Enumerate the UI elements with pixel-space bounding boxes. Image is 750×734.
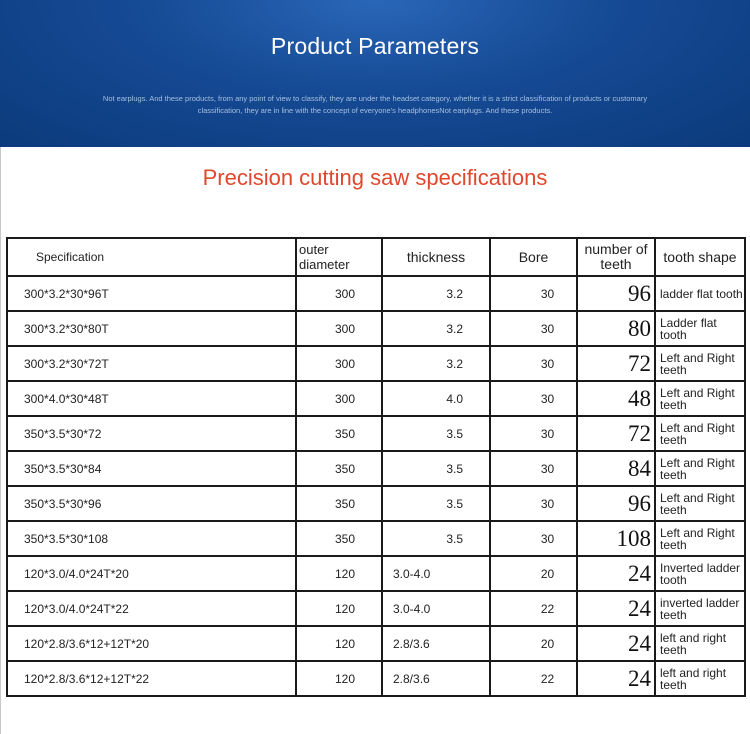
header-tooth-shape: tooth shape [655, 238, 745, 276]
cell-outer-diameter: 120 [296, 591, 382, 626]
cell-thickness: 2.8/3.6 [382, 626, 490, 661]
table-header-row [7, 238, 745, 276]
table-row [7, 486, 745, 521]
cell-outer-diameter: 300 [296, 346, 382, 381]
table-row [7, 521, 745, 556]
cell-number-of-teeth: 72 [577, 346, 655, 381]
cell-thickness: 3.2 [382, 276, 490, 311]
cell-thickness: 3.0-4.0 [382, 556, 490, 591]
cell-thickness: 3.2 [382, 311, 490, 346]
cell-bore: 30 [490, 311, 577, 346]
cell-thickness: 2.8/3.6 [382, 661, 490, 696]
table-row [7, 556, 745, 591]
cell-specification: 120*3.0/4.0*24T*22 [7, 591, 296, 626]
cell-bore: 30 [490, 346, 577, 381]
cell-thickness: 3.5 [382, 451, 490, 486]
cell-number-of-teeth: 24 [577, 661, 655, 696]
cell-number-of-teeth: 80 [577, 311, 655, 346]
cell-specification: 350*3.5*30*72 [7, 416, 296, 451]
table-row [7, 591, 745, 626]
cell-tooth-shape: Inverted ladder tooth [655, 556, 745, 591]
table-row [7, 381, 745, 416]
cell-bore: 20 [490, 556, 577, 591]
cell-specification: 350*3.5*30*96 [7, 486, 296, 521]
cell-tooth-shape: Left and Right teeth [655, 346, 745, 381]
table-row [7, 346, 745, 381]
cell-bore: 30 [490, 276, 577, 311]
cell-outer-diameter: 300 [296, 381, 382, 416]
cell-outer-diameter: 350 [296, 521, 382, 556]
cell-number-of-teeth: 48 [577, 381, 655, 416]
cell-bore: 30 [490, 381, 577, 416]
page-title: Product Parameters [270, 33, 480, 59]
cell-bore: 22 [490, 661, 577, 696]
table-row [7, 311, 745, 346]
table-row [7, 276, 745, 311]
cell-specification: 350*3.5*30*108 [7, 521, 296, 556]
cell-number-of-teeth: 96 [577, 486, 655, 521]
cell-bore: 30 [490, 451, 577, 486]
cell-outer-diameter: 350 [296, 451, 382, 486]
specification-table [6, 237, 746, 697]
cell-bore: 30 [490, 486, 577, 521]
cell-number-of-teeth: 24 [577, 591, 655, 626]
table-row [7, 626, 745, 661]
cell-outer-diameter: 350 [296, 416, 382, 451]
cell-bore: 30 [490, 521, 577, 556]
cell-specification: 300*3.2*30*96T [7, 276, 296, 311]
cell-number-of-teeth: 24 [577, 626, 655, 661]
header-banner [0, 0, 750, 147]
cell-tooth-shape: Left and Right teeth [655, 451, 745, 486]
cell-tooth-shape: Left and Right teeth [655, 486, 745, 521]
cell-outer-diameter: 120 [296, 556, 382, 591]
table-row [7, 661, 745, 696]
cell-number-of-teeth: 84 [577, 451, 655, 486]
cell-tooth-shape: left and right teeth [655, 661, 745, 696]
cell-number-of-teeth: 72 [577, 416, 655, 451]
cell-thickness: 3.5 [382, 521, 490, 556]
cell-thickness: 3.5 [382, 416, 490, 451]
header-outer-diameter: outer diameter [296, 238, 382, 276]
header-specification: Specification [7, 238, 296, 276]
cell-number-of-teeth: 24 [577, 556, 655, 591]
cell-tooth-shape: left and right teeth [655, 626, 745, 661]
cell-thickness: 4.0 [382, 381, 490, 416]
cell-bore: 20 [490, 626, 577, 661]
cell-thickness: 3.0-4.0 [382, 591, 490, 626]
cell-number-of-teeth: 108 [577, 521, 655, 556]
cell-specification: 350*3.5*30*84 [7, 451, 296, 486]
cell-specification: 300*3.2*30*72T [7, 346, 296, 381]
cell-thickness: 3.5 [382, 486, 490, 521]
cell-specification: 300*3.2*30*80T [7, 311, 296, 346]
cell-specification: 120*2.8/3.6*12+12T*22 [7, 661, 296, 696]
cell-tooth-shape: Left and Right teeth [655, 521, 745, 556]
cell-thickness: 3.2 [382, 346, 490, 381]
cell-tooth-shape: ladder flat tooth [655, 276, 745, 311]
cell-bore: 30 [490, 416, 577, 451]
cell-specification: 120*3.0/4.0*24T*20 [7, 556, 296, 591]
left-border [0, 147, 1, 734]
table-row [7, 416, 745, 451]
cell-tooth-shape: Left and Right teeth [655, 416, 745, 451]
banner-note: Not earplugs. And these products, from any point of view to classify, they are under the headset category, whether it is a strict classification of products or customary classification, they are in line with the concept of everyone's headphonesNot earplugs. And these products. [102, 94, 648, 115]
header-bore: Bore [490, 238, 577, 276]
cell-outer-diameter: 300 [296, 276, 382, 311]
header-number-of-teeth: number of teeth [577, 238, 655, 276]
cell-outer-diameter: 300 [296, 311, 382, 346]
cell-specification: 300*4.0*30*48T [7, 381, 296, 416]
cell-outer-diameter: 120 [296, 626, 382, 661]
section-title: Precision cutting saw specifications [202, 165, 548, 190]
cell-bore: 22 [490, 591, 577, 626]
table-row [7, 451, 745, 486]
cell-outer-diameter: 120 [296, 661, 382, 696]
cell-tooth-shape: inverted ladder teeth [655, 591, 745, 626]
cell-tooth-shape: Ladder flat tooth [655, 311, 745, 346]
header-thickness: thickness [382, 238, 490, 276]
cell-outer-diameter: 350 [296, 486, 382, 521]
cell-number-of-teeth: 96 [577, 276, 655, 311]
cell-specification: 120*2.8/3.6*12+12T*20 [7, 626, 296, 661]
cell-tooth-shape: Left and Right teeth [655, 381, 745, 416]
